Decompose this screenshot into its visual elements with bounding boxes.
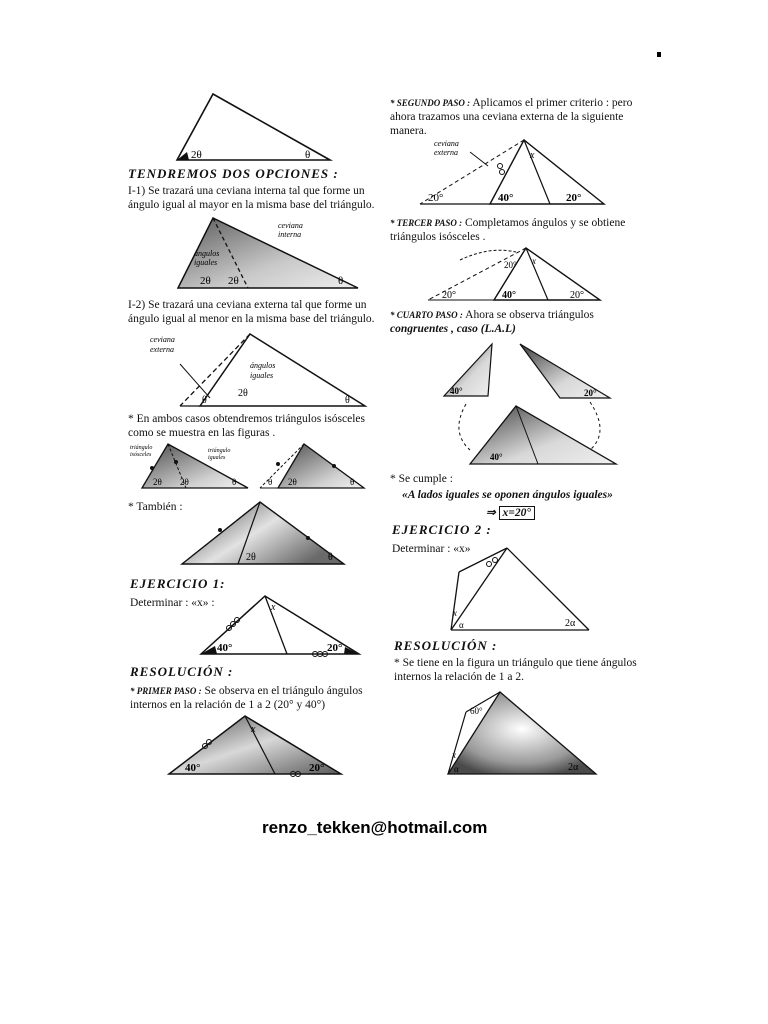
step-1-text: internos en la relación de 1 a 2 (20° y 40°)	[130, 699, 326, 711]
tambien-text: * También :	[128, 501, 183, 513]
label: isósceles	[130, 452, 152, 458]
angle-label: θ	[350, 477, 355, 487]
step-2-line: Aplicamos el primer criterio : pero	[470, 97, 633, 109]
angle-label: 40°	[185, 762, 201, 774]
label: ceviana	[278, 221, 303, 230]
angle-label: 40°	[502, 290, 516, 301]
angle-label: x	[532, 256, 536, 266]
angle-label: 2α	[568, 762, 579, 773]
step-1-label: * PRIMER PASO :	[130, 686, 202, 696]
figure-resolution-2	[440, 686, 600, 778]
figure-isosceles-pair	[128, 440, 368, 492]
angle-label: 2θ	[200, 275, 211, 287]
angle-label: 2θ	[180, 477, 189, 487]
step-2-label: * SEGUNDO PASO :	[390, 98, 471, 108]
step-4-text	[390, 308, 594, 322]
angle-label: α	[459, 620, 464, 630]
resolution-2-text: * Se tiene en la figura un triángulo que tiene ángulos	[394, 657, 637, 669]
angle-label: 20°	[309, 762, 325, 774]
label: externa	[434, 148, 458, 157]
angle-label: θ	[268, 477, 273, 487]
exercise-1-task: Determinar : «x» :	[130, 597, 215, 609]
angle-label: 60°	[470, 706, 483, 716]
label: iguales	[208, 455, 226, 461]
angle-label: θ	[338, 275, 344, 287]
step-1-line: Se observa en el triángulo ángulos	[201, 685, 363, 697]
label: externa	[150, 345, 174, 354]
angle-label: 20°	[442, 290, 456, 301]
angle-label: 20°	[570, 290, 584, 301]
angle-label: 2θ	[191, 149, 202, 161]
angle-label: α	[454, 764, 459, 774]
heading-options: TENDREMOS DOS OPCIONES :	[128, 166, 339, 181]
resolution-2-text: internos la relación de 1 a 2.	[394, 671, 524, 683]
angle-label: 20°	[428, 192, 444, 204]
angle-label: 20°	[584, 388, 597, 398]
angle-label: 20°	[504, 260, 517, 270]
scan-mark	[657, 52, 661, 57]
angle-label: 20°	[327, 642, 343, 654]
angle-label: x	[530, 150, 535, 161]
angle-label: θ	[232, 477, 237, 487]
angle-label: 40°	[490, 452, 503, 462]
option-1-text: I-1) Se trazará una ceviana interna tal que forme un	[128, 185, 365, 197]
angle-label: 40°	[498, 192, 514, 204]
theorem-text: «A lados iguales se oponen ángulos iguales»	[402, 489, 613, 501]
step-3-text: triángulos isósceles .	[390, 231, 486, 243]
angle-label: θ	[345, 395, 350, 406]
step-4-label: * CUARTO PASO :	[390, 310, 463, 320]
both-cases-text: como se muestra en las figuras .	[128, 427, 276, 439]
angle-label: θ	[328, 552, 333, 563]
label: interna	[278, 230, 302, 239]
exercise-2-task: Determinar : «x»	[392, 543, 471, 555]
step-3-text	[390, 216, 625, 230]
footer-email: renzo_tekken@hotmail.com	[262, 818, 488, 837]
label: triángulo	[208, 448, 231, 454]
label: ángulos	[250, 361, 276, 370]
resolution-2-heading: RESOLUCIÓN :	[394, 638, 498, 653]
angle-label: θ	[202, 395, 207, 406]
step-2-text: ahora trazamos una ceviana externa de la siguiente	[390, 111, 624, 123]
angle-label: 2α	[565, 618, 576, 629]
exercise-1-heading: EJERCICIO 1:	[130, 576, 226, 591]
label: iguales	[194, 258, 218, 267]
figure-step-4	[440, 340, 620, 470]
se-cumple-text: * Se cumple :	[390, 473, 453, 485]
label: ángulos	[194, 249, 220, 258]
both-cases-text: * En ambos casos obtendremos triángulos isósceles	[128, 413, 365, 425]
arrow-icon: ⇒	[486, 507, 499, 519]
angle-label: 2θ	[238, 388, 248, 399]
figure-external-cevian	[140, 328, 370, 410]
angle-label: 2θ	[288, 477, 297, 487]
step-2-text: manera.	[390, 125, 427, 137]
figure-internal-cevian	[168, 212, 368, 292]
angle-label: x	[452, 750, 456, 760]
result	[486, 506, 535, 520]
step-3-line: Completamos ángulos y se obtiene	[462, 217, 626, 229]
step-2-text	[390, 96, 632, 110]
step-3-label: * TERCER PASO :	[390, 218, 463, 228]
figure-step-3	[420, 244, 610, 304]
angle-label: x	[271, 602, 276, 613]
step-1-text	[130, 684, 363, 698]
label: iguales	[250, 371, 274, 380]
step-4-text: congruentes , caso (L.A.L)	[390, 323, 516, 335]
angle-label: 40°	[217, 642, 233, 654]
angle-label: 40°	[450, 386, 463, 396]
step-4-line: Ahora se observa triángulos	[462, 309, 594, 321]
angle-label: 20°	[566, 192, 582, 204]
label: ceviana	[434, 139, 459, 148]
figure-tambien	[178, 498, 348, 568]
angle-label: θ	[305, 149, 311, 161]
label: ceviana	[150, 335, 175, 344]
exercise-2-heading: EJERCICIO 2 :	[392, 522, 492, 537]
figure-exercise-1	[195, 590, 365, 658]
option-2-text: I-2) Se trazará una ceviana externa tal que forme un	[128, 299, 367, 311]
angle-label: 2θ	[153, 477, 162, 487]
label: triángulo	[130, 445, 153, 451]
angle-label: x	[251, 724, 256, 735]
angle-label: 2θ	[228, 275, 239, 287]
angle-label: 2θ	[246, 552, 256, 563]
result-box: x=20°	[499, 506, 535, 520]
figure-step-2	[400, 136, 610, 208]
figure-step-1	[165, 712, 345, 778]
angle-label: x	[453, 608, 457, 618]
figure-base-triangle	[165, 90, 335, 165]
resolution-heading: RESOLUCIÓN :	[130, 664, 234, 679]
figure-exercise-2	[445, 542, 595, 634]
option-2-text: ángulo igual al menor en la misma base del triángulo.	[128, 313, 375, 325]
option-1-text: ángulo igual al mayor en la misma base del triángulo.	[128, 199, 375, 211]
